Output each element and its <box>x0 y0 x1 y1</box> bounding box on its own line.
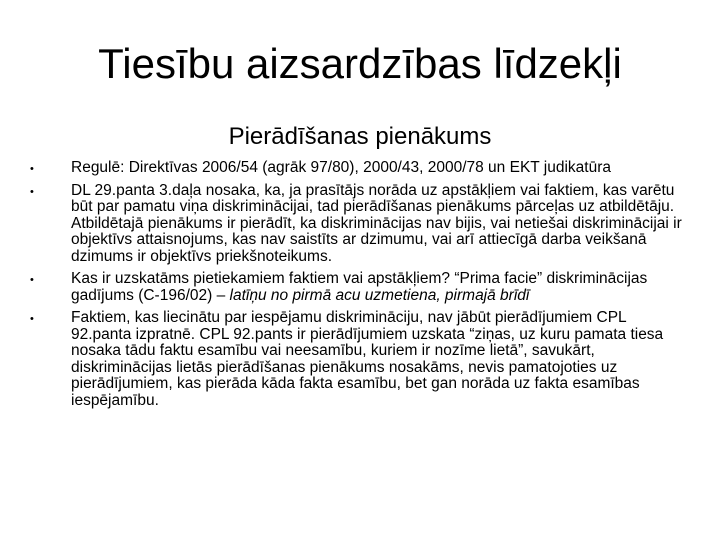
slide-title: Tiesību aizsardzības līdzekļi <box>98 40 622 87</box>
bullet-text: Faktiem, kas liecinātu par iespējamu diskrimināciju, nav jābūt pierādījumiem CPL 92.panta izpratnē. CPL 92.pants ir pierādījumiem uzskata “ziņas, uz kuru pamata tiesa nosaka tādu faktu esamību vai neesamību, kuriem ir nozīme lietā”, savukārt, diskriminācijas lietās pierādīšanas pienākums nosakāms, nevis pamatojoties uz pierādījumiem, kas pierāda kāda fakta esamību, bet gan norāda uz fakta esamības iespējamību. <box>71 309 664 409</box>
bullet-text: DL 29.panta 3.daļa nosaka, ka, ja prasītājs norāda uz apstākļiem vai faktiem, kas varētu būt par pamatu viņa diskriminācijai, tad pierādīšanas pienākums pārceļas uz atbildētāju. Atbildētajā pienākums ir pierādīt, ka diskriminācijas nav bijis, vai netiešai diskriminācijai ir objektīvs attaisnojums, kas nav saistīts ar dzimumu, vai arī attiecīgā darba veikšanā dzimums ir objektīvs priekšnoteikums. <box>71 181 682 265</box>
bullet-text: Regulē: Direktīvas 2006/54 (agrāk 97/80), 2000/43, 2000/78 un EKT judikatūra <box>71 159 611 176</box>
bullet-icon: • <box>30 313 34 325</box>
bullet-text-italic: latīņu no pirmā acu uzmetiena, pirmajā brīdī <box>229 286 530 304</box>
bullet-text: Kas ir uzskatāms pietiekamiem faktiem vai apstākļiem? “Prima facie” diskriminācijas gadījums (C-196/02) – <box>71 270 648 304</box>
bullet-icon: • <box>30 185 34 198</box>
bullet-item-1 <box>24 160 688 177</box>
bullet-list <box>24 160 688 415</box>
bullet-item-3 <box>24 271 688 304</box>
bullet-icon: • <box>30 274 34 286</box>
slide-subtitle: Pierādīšanas pienākums <box>228 123 492 150</box>
bullet-icon: • <box>30 163 34 175</box>
bullet-item-4 <box>24 310 688 409</box>
bullet-item-2 <box>24 183 688 266</box>
